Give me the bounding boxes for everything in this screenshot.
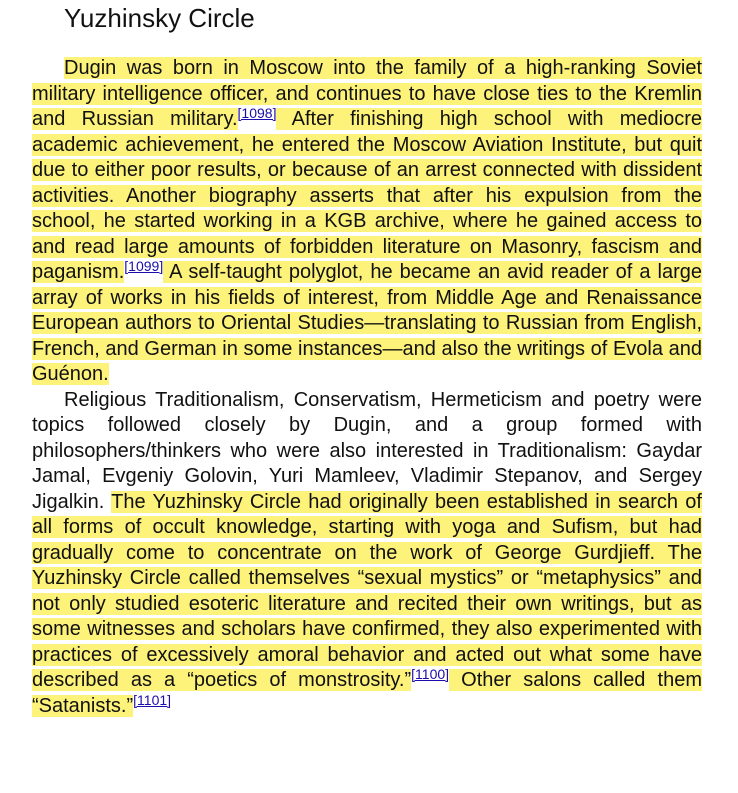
highlighted-text: After finishing high school with mediocre academic achievement, he entered the Moscow Aviation Institute, but quit due to either poor results, or because of an arrest connected with dissident activities. Another biography asserts that after his expulsion from the school, he started working in a KGB archive, where he gained access to and read large amounts of forbidden literature on Masonry, fascism and paganism. — [32, 108, 702, 283]
citation-1100 — [411, 666, 449, 682]
highlighted-text: Other salons called them “Satanists.” — [32, 669, 702, 717]
citation-link-1098[interactable]: [1098] — [237, 105, 277, 121]
citation-1101 — [133, 692, 171, 708]
paragraph-2 — [32, 388, 702, 720]
highlighted-text: Dugin was born in Moscow into the family of a high-ranking Soviet military intelligence officer, and continues to have close ties to the Kremlin and Russian military. — [32, 57, 702, 130]
section-heading: Yuzhinsky Circle — [64, 3, 255, 33]
citation-1098 — [238, 105, 277, 121]
article-body — [32, 56, 702, 719]
citation-1099 — [124, 258, 163, 274]
citation-link-1100[interactable]: [1100] — [411, 666, 450, 682]
highlighted-text: A self-taught polyglot, he became an avid reader of a large array of works in his fields of interest, from Middle Age and Renaissance European authors to Oriental Studies—translating to Russian from English, French, and German in some instances—and also the writings of Evola and Guénon. — [32, 261, 702, 385]
plain-text: Religious Traditionalism, Conservatism, Hermeticism and poetry were topics followed closely by Dugin, and a group formed with philosophers/thinkers who were also interested in Traditionalism: Gaydar Jamal, Evgeniy Golovin, Yuri Mamleev, Vladimir Stepanov, and Sergey Jigalkin. — [32, 388, 702, 513]
citation-link-1099[interactable]: [1099] — [124, 258, 164, 274]
citation-link-1101[interactable]: [1101] — [133, 691, 172, 708]
paragraph-1 — [32, 56, 702, 388]
highlighted-text: The Yuzhinsky Circle had originally been established in search of all forms of occult knowledge, starting with yoga and Sufism, but had gradually come to concentrate on the work of George Gurdjieff. The Yuzhinsky Circle called themselves “sexual mystics” or “metaphysics” and not only studied esoteric literature and recited their own writings, but as some witnesses and scholars have confirmed, they also experimented with practices of excessively amoral behavior and acted out what some have described as a “poetics of monstrosity.” — [32, 490, 702, 691]
